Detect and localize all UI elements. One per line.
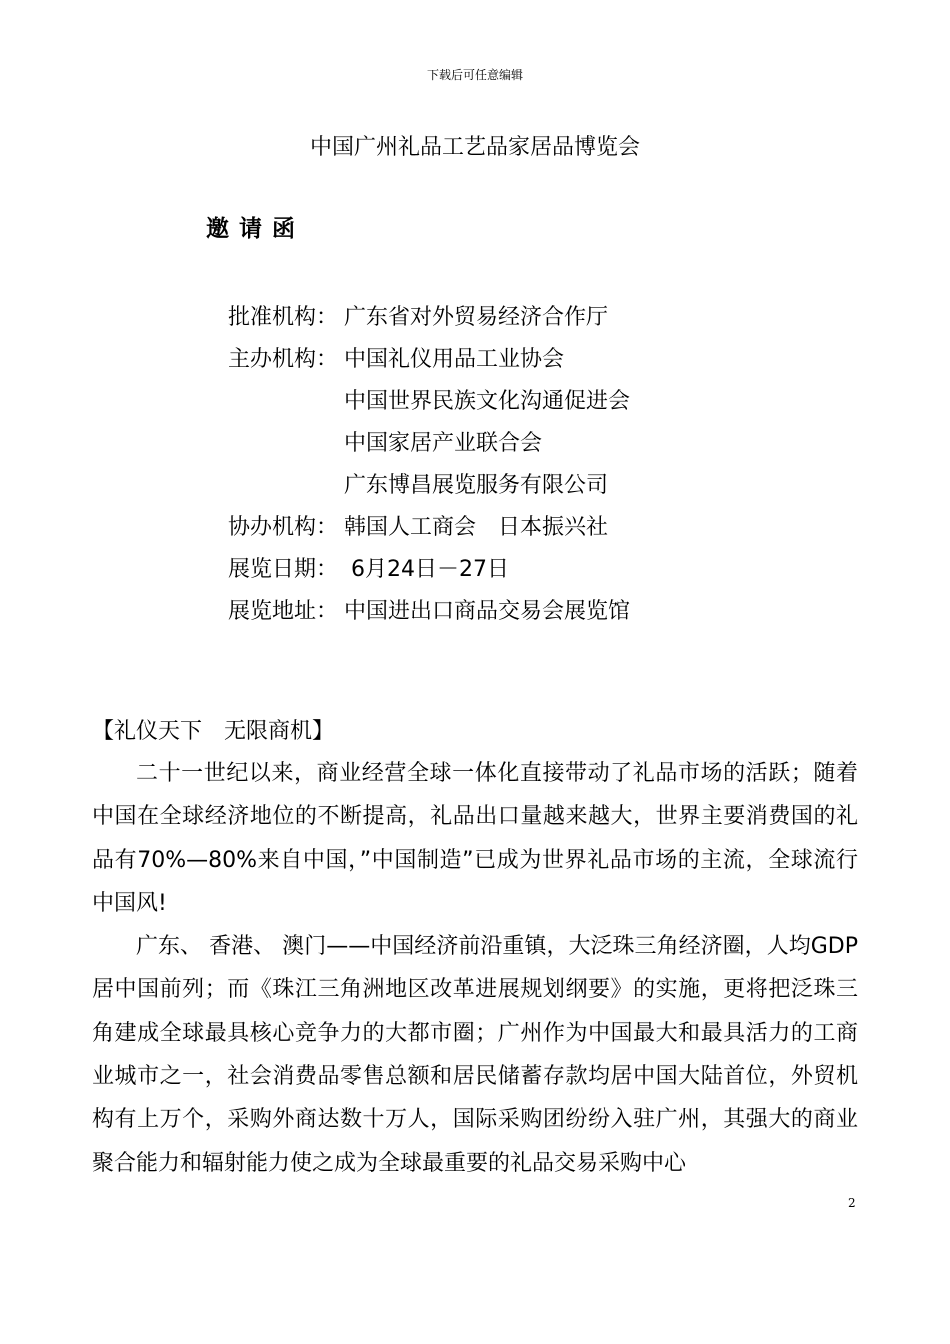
info-label: 主办机构： — [228, 347, 339, 372]
info-row-organizer — [228, 339, 630, 381]
info-row-organizer-4 — [228, 465, 630, 507]
info-value: 广东省对外贸易经济合作厅 — [344, 305, 609, 330]
paragraph: 广东、 香港、 澳门——中国经济前沿重镇，大泛珠三角经济圈，人均GDP居中国前列；而《珠江三角洲地区改革进展规划纲要》的实施，更将把泛珠三角建成全球最具核心竞争力的大都市圈；广州作为中国最大和最具活力的工商业城市之一，社会消费品零售总额和居民储蓄存款均居中国大陆首位，外贸机构有上万个，采购外商达数十万人，国际采购团纷纷入驻广州，其强大的商业聚合能力和辐射能力使之成为全球最重要的礼品交易采购中心 — [92, 934, 858, 1176]
info-label — [228, 381, 344, 423]
info-label — [228, 423, 344, 465]
info-value: 韩国人工商会 日本振兴社 — [344, 515, 609, 540]
info-label: 协办机构： — [228, 515, 339, 540]
info-row-organizer-3 — [228, 423, 630, 465]
info-label: 展览日期： — [228, 557, 339, 582]
document-subtitle: 邀请函 — [206, 216, 305, 242]
info-row-venue — [228, 591, 630, 633]
body-text — [92, 752, 858, 1185]
info-value: 广东博昌展览服务有限公司 — [344, 473, 609, 498]
info-row-date — [228, 549, 630, 591]
section-heading: 【礼仪天下 无限商机】 — [92, 719, 335, 744]
info-label — [228, 465, 344, 507]
info-row-approval — [228, 297, 630, 339]
document-title: 中国广州礼品工艺品家居品博览会 — [309, 135, 640, 160]
info-value: 中国家居产业联合会 — [344, 431, 543, 456]
info-value: 6月24日－27日 — [344, 557, 509, 582]
info-label: 批准机构： — [228, 305, 339, 330]
info-value: 中国礼仪用品工业协会 — [344, 347, 565, 372]
header-note: 下载后可任意编辑 — [426, 68, 523, 82]
page-number: 2 — [848, 1196, 856, 1210]
info-row-co-organizer — [228, 507, 630, 549]
exhibition-info — [228, 297, 630, 633]
paragraph: 二十一世纪以来，商业经营全球一体化直接带动了礼品市场的活跃；随着中国在全球经济地位的不断提高，礼品出口量越来越大，世界主要消费国的礼品有70%—80%来自中国，”中国制造”已成为世界礼品市场的主流，全球流行中国风! — [92, 761, 858, 916]
info-row-organizer-2 — [228, 381, 630, 423]
info-value: 中国进出口商品交易会展览馆 — [344, 599, 631, 624]
info-label: 展览地址： — [228, 599, 339, 624]
info-value: 中国世界民族文化沟通促进会 — [344, 389, 631, 414]
